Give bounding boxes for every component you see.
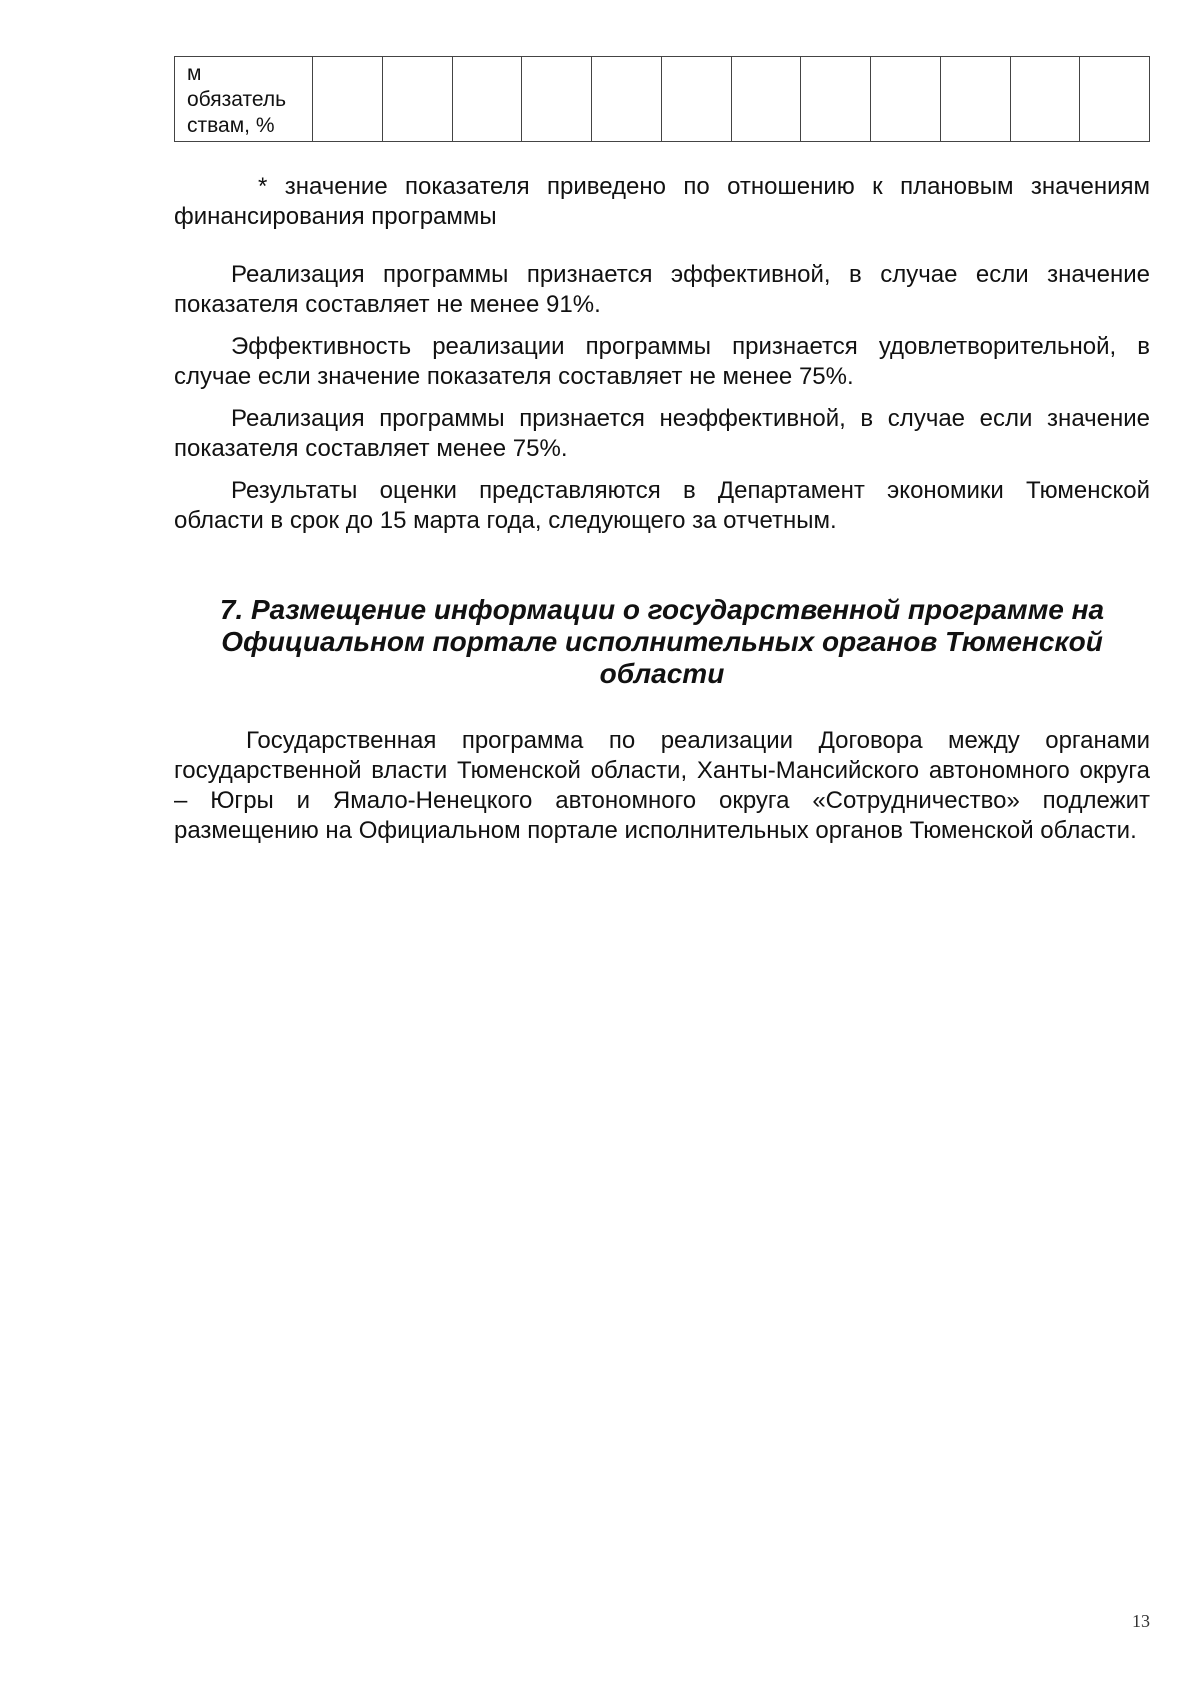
table-cell xyxy=(871,57,941,142)
table-cell xyxy=(452,57,522,142)
table-cell xyxy=(1010,57,1080,142)
table-cell xyxy=(661,57,731,142)
page-number: 13 xyxy=(1132,1611,1150,1631)
table-cell xyxy=(801,57,871,142)
table-cell xyxy=(592,57,662,142)
paragraph-results-submission: Результаты оценки представляются в Департамент экономики Тюменской области в срок до 15 марта года, следующего за отчетным. xyxy=(174,477,1150,534)
document-page xyxy=(174,56,1150,870)
paragraph-effective: Реализация программы признается эффективной, в случае если значение показателя составляет не менее 91%. xyxy=(174,261,1150,318)
paragraph-satisfactory: Эффективность реализации программы признается удовлетворительной, в случае если значение показателя составляет не менее 75%. xyxy=(174,333,1150,390)
table-cell xyxy=(1080,57,1150,142)
table-cell xyxy=(731,57,801,142)
footnote: * значение показателя приведено по отношению к плановым значениям финансирования программы xyxy=(174,173,1150,230)
section-title: 7. Размещение информации о государственной программе на Официальном портале исполнительных органов Тюменской области xyxy=(219,594,1105,689)
indicator-table-fragment xyxy=(174,56,1150,142)
table-row xyxy=(175,57,1150,142)
table-cell xyxy=(382,57,452,142)
paragraph-ineffective: Реализация программы признается неэффективной, в случае если значение показателя составляет менее 75%. xyxy=(174,405,1150,462)
section-body: Государственная программа по реализации Договора между органами государственной власти Тюменской области, Ханты-Мансийского автономного округа – Югры и Ямало-Ненецкого автономного округа «Сотрудничество» подлежит размещению на Официальном портале исполнительных органов Тюменской области. xyxy=(174,727,1150,844)
table-cell xyxy=(313,57,383,142)
table-cell xyxy=(522,57,592,142)
table-cell-indicator-name: м обязатель ствам, % xyxy=(175,57,313,142)
table-cell xyxy=(940,57,1010,142)
